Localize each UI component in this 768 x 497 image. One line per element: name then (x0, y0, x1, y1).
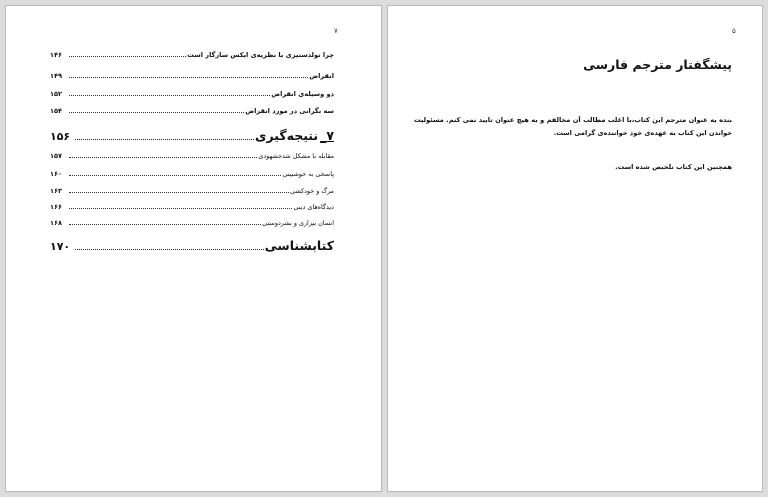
dot-leader (69, 157, 257, 158)
toc-entry-title: سه نگرانی در مورد انقراض (245, 107, 334, 115)
bibliography-title: کتابشناسی (264, 238, 334, 253)
preface-paragraph: بنده به عنوان مترجم این کتاب،با اغلب مطالب آن مخالفم و به هیچ عنوان تایید نمی کنم. مسئولیت خواندن این کتاب به عهده‌ی خود خواننده‌ی گرامی است. (414, 115, 732, 137)
dot-leader (69, 56, 186, 57)
chapter-index: ۷_ (320, 128, 334, 143)
toc-entry (50, 51, 334, 65)
toc-entry (50, 107, 334, 121)
toc-chapter-heading (50, 128, 334, 146)
page-number: ۵ (732, 27, 736, 35)
toc-entry-page: ۱۵۴ (50, 107, 63, 115)
chapter-title: نتیجه‌گیری (255, 128, 319, 143)
document-page-right (387, 5, 763, 492)
dot-leader (69, 77, 308, 78)
preface-title: پیشگفتار مترجم فارسی (583, 57, 732, 72)
toc-subentry-page: ۱۶۳ (50, 187, 63, 195)
toc-entry (50, 72, 334, 86)
dot-leader (69, 192, 289, 193)
toc-entry-page: ۱۴۹ (50, 72, 63, 80)
toc-subentry-title: پاسخی به خوشبینی (282, 170, 334, 178)
toc-subentry-title: دیدگاه‌های دینی (293, 203, 334, 211)
toc-entry-title: انقراض (309, 72, 334, 80)
bibliography-page: ۱۷۰ (50, 240, 71, 253)
chapter-page: ۱۵۶ (50, 130, 71, 143)
document-page-left (5, 5, 382, 492)
toc-subentry (50, 203, 334, 217)
toc-subentry (50, 219, 334, 233)
toc-subentry (50, 170, 334, 184)
dot-leader (75, 249, 264, 250)
toc-subentry (50, 187, 334, 201)
toc-subentry-page: ۱۵۷ (50, 152, 63, 160)
dot-leader (69, 112, 244, 113)
toc-subentry-page: ۱۶۰ (50, 170, 63, 178)
toc-subentry-title: انسان بیزاری و بشردوستی (262, 219, 334, 227)
toc-entry (50, 90, 334, 104)
toc-subentry-page: ۱۶۶ (50, 203, 63, 211)
toc-subentry-title: مرگ و خودکشی (290, 187, 334, 195)
dot-leader (69, 224, 261, 225)
toc-subentry (50, 152, 334, 166)
toc-subentry-title: مقابله با مشکل شدجشهودی (258, 152, 334, 160)
toc-entry-page: ۱۵۲ (50, 90, 63, 98)
dot-leader (69, 208, 292, 209)
toc-bibliography (50, 238, 334, 256)
page-number: ۷ (334, 27, 338, 35)
dot-leader (75, 139, 254, 140)
dot-leader (69, 95, 270, 96)
dot-leader (69, 175, 281, 176)
toc-entry-title: دو وسیله‌ی انقراض (271, 90, 334, 98)
toc-entry-page: ۱۴۶ (50, 51, 63, 59)
toc-subentry-page: ۱۶۸ (50, 219, 63, 227)
preface-paragraph: همچنین این کتاب تلخیص شده است. (615, 162, 732, 171)
toc-entry-title: چرا تولدستیزی با نظریه‌ی ایکس سازگار است (187, 51, 334, 59)
